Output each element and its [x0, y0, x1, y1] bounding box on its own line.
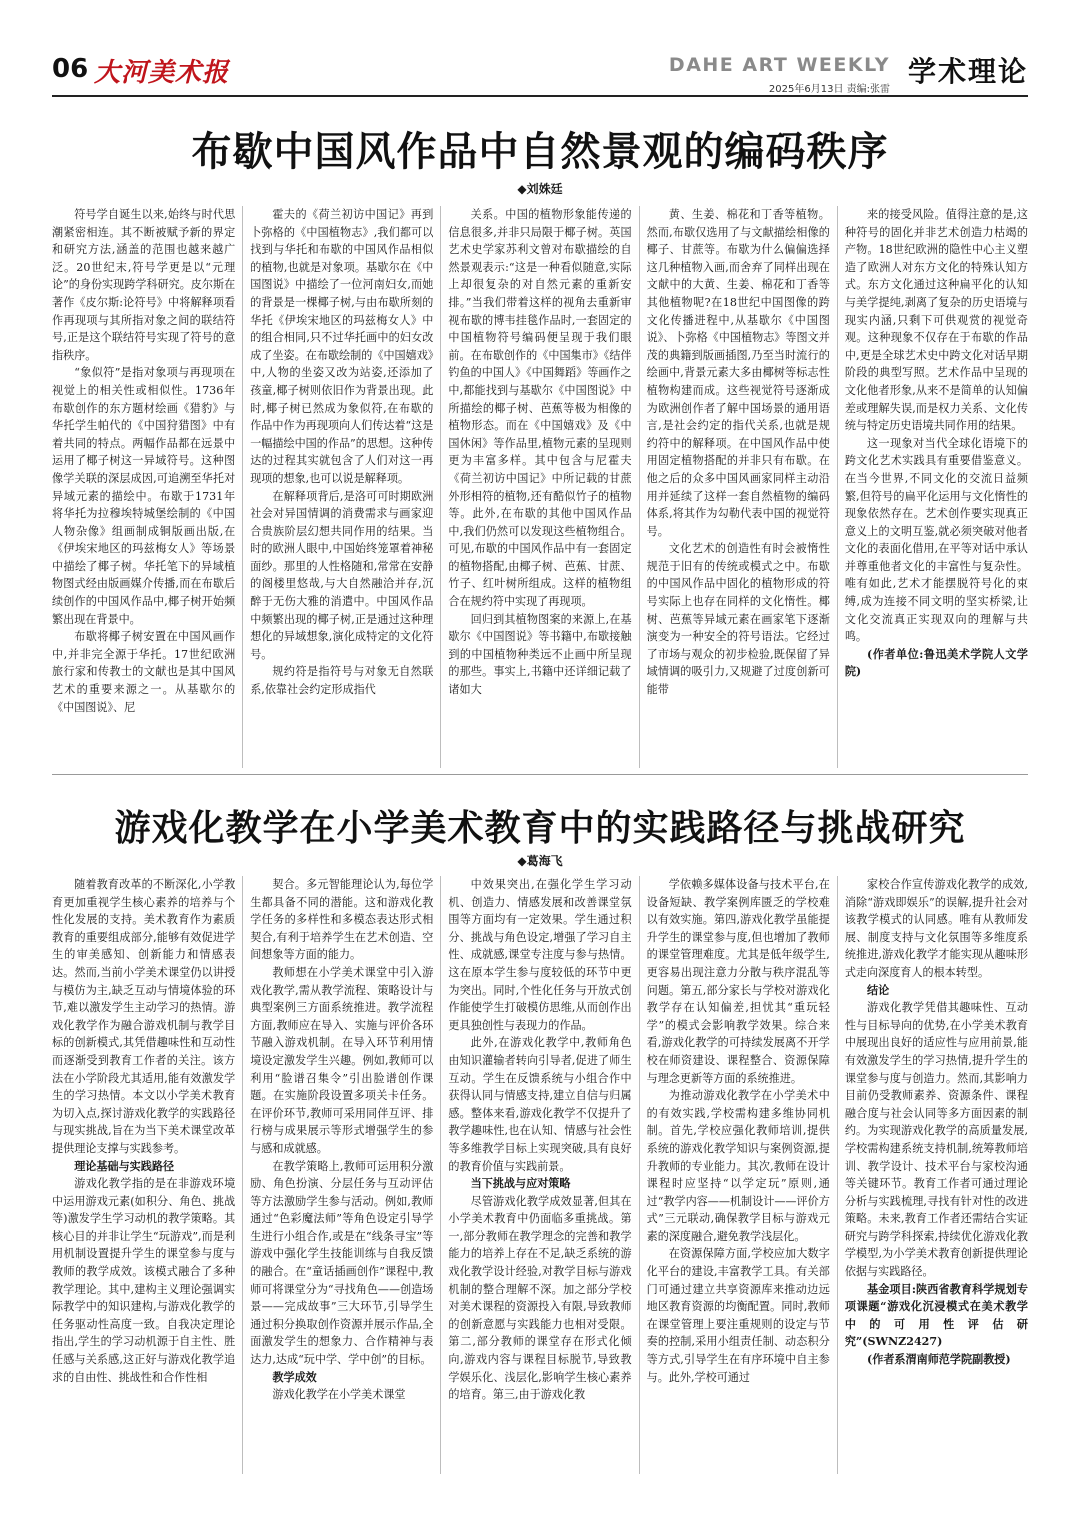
dateline: 2025年6月13日 责编:张雷: [768, 84, 890, 95]
paragraph: 游戏化教学在小学美术课堂: [272, 1388, 406, 1402]
paragraph: 基金项目:陕西省教育科学规划专项课题“游戏化沉浸模式在美术教学中的可用性评估研究”(SWNZ2427): [844, 1282, 1029, 1349]
paragraph: (作者单位:鲁迅美术学院人文学院): [844, 647, 1029, 679]
section-title: 学术理论: [907, 55, 1028, 88]
subheading: 当下挑战与应对策略: [470, 1177, 571, 1191]
paragraph: 回归到其植物图案的来源上,在基歇尔《中国图说》等书籍中,布歇接触到的中国植物种类远不止画中所呈现的那些。事实上,书籍中还详细记载了诸如大: [448, 612, 632, 697]
article2-body: [52, 876, 1028, 1474]
subheading: 结论: [867, 983, 890, 997]
text-column: [837, 876, 1028, 1474]
paragraph: 符号学自诞生以来,始终与时代思潮紧密相连。其不断被赋予新的界定和研究方法,涵盖的范围也越来越广泛。20世纪末,符号学更是以“元理论”的身份实现跨学科研究。皮尔斯在著作《皮尔斯:论符号》中将解释项看作再现项与其所指对象之间的联结符号,正是这个联结符号实现了符号的意指秩序。: [52, 208, 236, 362]
paragraph: 随着教育改革的不断深化,小学教育更加重视学生核心素养的培养与个性化发展的支持。美术教育作为素质教育的重要组成部分,能够有效促进学生的审美感知、创新能力和情感表达。然而,当前小学美术课堂仍以讲授与模仿为主,缺乏互动与情境体验的环节,难以激发学生主动学习的热情。游戏化教学作为融合游戏机制与教学目标的创新模式,其凭借趣味性和互动性而逐渐受到教育工作者的关注。该方法在小学阶段尤其适用,能有效激发学生的学习热情。本文以小学美术教育为切入点,探讨游戏化教学的实践路径与现实挑战,旨在为当下美术课堂改革提供理论支撑与实践参考。: [52, 878, 236, 1155]
text-column: [440, 206, 638, 768]
text-column: [52, 876, 242, 1474]
paragraph: 关系。中国的植物形象能传递的信息很多,并非只局限于椰子树。英国艺术史学家苏利文曾对布歇描绘的自然景观表示:“这是一种看似随意,实际上却很复杂的对自然元素的重新安排。”当我们带着这样的视角去重新审视布歇的博韦挂毯作品时,一套固定的中国植物符号编码便呈现于我们眼前。在布歇创作的《中国集市》《结伴钓鱼的中国人》《中国舞蹈》等画作之中,都能找到与基歇尔《中国图说》中所描绘的椰子树、芭蕉等极为相像的植物形态。而在《中国嬉戏》及《中国休闲》等作品里,植物元素的呈现则更为丰富多样。其中包含与尼霍夫《荷兰初访中国记》中所记载的甘蔗外形相符的植物,还有酷似竹子的植物等。此外,在布歇的其他中国风作品中,我们仍然可以发现这些植物组合。可见,布歇的中国风作品中有一套固定的植物搭配,由椰子树、芭蕉、甘蔗、竹子、红叶树所组成。这样的植物组合在规约符中实现了再现项。: [448, 208, 632, 609]
article1-title: 布歇中国风作品中自然景观的编码秩序: [191, 129, 889, 175]
paragraph: 学依赖多媒体设备与技术平台,在设备短缺、教学案例库匮乏的学校难以有效实施。第四,游戏化教学虽能提升学生的课堂参与度,但也增加了教师的课堂管理难度。尤其是低年级学生,更容易出现注意力分散与秩序混乱等问题。第五,部分家长与学校对游戏化教学存在认知偏差,担忧其“重玩轻学”的模式会影响教学效果。综合来看,游戏化教学的可持续发展离不开学校在师资建设、课程整合、资源保障与理念更新等方面的系统推进。: [646, 878, 830, 1085]
page-number: 06: [52, 54, 89, 84]
article1-byline: ◆刘姝廷: [517, 182, 563, 196]
paragraph: 中效果突出,在强化学生学习动机、创造力、情感发展和改善课堂氛围等方面均有一定效果。学生通过积分、挑战与角色设定,增强了学习自主性、成就感,课堂专注度与参与热情。这在原本学生参与度较低的环节中更为突出。同时,个性化任务与开放式创作能使学生打破模仿思维,从而创作出更具独创性与表现力的作品。: [448, 878, 632, 1032]
paragraph: 此外,在游戏化教学中,教师角色由知识灌输者转向引导者,促进了师生互动。学生在反馈系统与小组合作中获得认同与情感支持,建立自信与归属感。整体来看,游戏化教学不仅提升了教学趣味性,也在认知、情感与社会性等多维教学目标上实现突破,具有良好的教育价值与实践前景。: [448, 1036, 632, 1173]
page-header: [52, 48, 1028, 94]
subheading: 理论基础与实践路径: [74, 1159, 175, 1173]
paragraph: 尽管游戏化教学成效显著,但其在小学美术教育中仍面临多重挑战。第一,部分教师在教学理念的完善和教学能力的培养上存在不足,缺乏系统的游戏化教学设计经验,对教学目标与游戏机制的整合理解不深。加之部分学校对美术课程的资源投入有限,导致教师的创新意愿与实践能力也相对受限。第二,部分教师的课堂存在形式化倾向,游戏内容与课程目标脱节,导致教学娱乐化、浅层化,影响学生核心素养的培育。第三,由于游戏化教: [448, 1194, 632, 1402]
paragraph: 游戏化教学凭借其趣味性、互动性与目标导向的优势,在小学美术教育中展现出良好的适应性与应用前景,能有效激发学生的学习热情,提升学生的课堂参与度与创造力。然而,其影响力目前仍受教师素养、资源条件、课程融合度与社会认同等多方面因素的制约。为实现游戏化教学的高质量发展,学校需构建系统支持机制,统筹教师培训、教学设计、技术平台与家校沟通等关键环节。教育工作者可通过理论分析与实践梳理,寻找有针对性的改进策略。未来,教育工作者还需结合实证研究与跨学科探索,持续优化游戏化教学模型,为小学美术教育创新提供理论依据与实践路径。: [844, 1001, 1029, 1279]
article2-title: 游戏化教学在小学美术教育中的实践路径与挑战研究: [114, 808, 966, 849]
paragraph: “象似符”是指对象项与再现项在视觉上的相关性或相似性。1736年布歇创作的东方题材绘画《猎豹》与华托学生帕代的《中国狩猎图》中有着共同的特点。两幅作品都在远景中运用了椰子树这一异域符号。这种图像学关联的深层成因,可追溯至华托对异域元素的描绘中。布歇于1731年将华托为拉穆埃特城堡绘制的《中国人物杂像》组画制成铜版画出版,在《伊埃宋地区的玛兹梅女人》等场景中描绘了椰子树。华托笔下的异域植物图式经由版画媒介传播,而在布歇后续创作的中国风作品中,椰子树开始频繁出现在背景中。: [52, 366, 236, 626]
article-divider: [52, 774, 1028, 775]
text-column: [52, 206, 242, 768]
header-rule: [52, 95, 1028, 97]
paragraph: 规约符是指符号与对象无自然联系,依靠社会约定形成指代: [250, 665, 434, 697]
text-column: [639, 206, 837, 768]
paragraph: 为推动游戏化教学在小学美术中的有效实践,学校需构建多维协同机制。首先,学校应强化教师培训,提供系统的游戏化教学知识与案例资源,提升教师的专业能力。其次,教师在设计课程时应坚持“以学定玩”原则,通过“教学内容——机制设计——评价方式”三元联动,确保教学目标与游戏元素的深度融合,避免教学浅层化。: [646, 1089, 830, 1243]
subheading: 教学成效: [272, 1370, 317, 1384]
text-column: [639, 876, 837, 1474]
paragraph: 黄、生姜、棉花和丁香等植物。然而,布歇仅选用了与文献描绘相像的椰子、甘蔗等。布歇为什么偏偏选择这几种植物入画,而舍弃了同样出现在文献中的大黄、生姜、棉花和丁香等其他植物呢?在18世纪中国图像的跨文化传播进程中,从基歇尔《中国图说》、卜弥格《中国植物志》等图文并茂的典籍到版画插图,乃至当时流行的绘画中,背景元素大多由椰树等标志性植物构建而成。这些视觉符号逐渐成为欧洲创作者了解中国场景的通用语言,是社会约定的指代关系,也就是规约符中的解释项。在中国风作品中使用固定植物搭配的并非只有布歇。在他之后的众多中国风画家同样主动沿用并延续了这样一套自然植物的编码体系,将其作为勾勒代表中国的视觉符号。: [646, 208, 830, 538]
paragraph: 霍夫的《荷兰初访中国记》再到卜弥格的《中国植物志》,我们都可以找到与华托和布歇的中国风作品相似的植物,也就是对象项。基歇尔在《中国图说》中描绘了一位河南妇女,而她的背景是一棵椰子树,与由布歇所刻的华托《伊埃宋地区的玛兹梅女人》中的组合相同,只不过华托画中的妇女改成了坐姿。在布歇绘制的《中国嬉戏》中,人物的坐姿又改为站姿,还添加了孩童,椰子树则依旧作为背景出现。此时,椰子树已然成为象似符,在布歇的作品中作为再现项向人们传达着“这是一幅描绘中国的作品”的思想。这种传达的过程其实就包含了人们对这一再现项的想象,也可以说是解释项。: [250, 208, 434, 485]
paragraph: 教师想在小学美术课堂中引入游戏化教学,需从教学流程、策略设计与典型案例三方面系统推进。教学流程方面,教师应在导入、实施与评价各环节融入游戏机制。在导入环节利用情境设定激发学生兴趣。例如,教师可以利用“脸谱召集令”引出脸谱创作课题。在实施阶段设置多项关卡任务。在评价环节,教师可采用同伴互评、排行榜与成果展示等形式增强学生的参与感和成就感。: [250, 965, 434, 1155]
paragraph: 来的接受风险。值得注意的是,这种符号的固化并非艺术创造力枯竭的产物。18世纪欧洲的隐性中心主义塑造了欧洲人对东方文化的特殊认知方式。东方文化通过这种扁平化的认知与美学提纯,剥离了复杂的历史语境与现实内涵,只剩下可供观赏的视觉奇观。这种现象不仅存在于布歇的作品中,更是全球艺术史中跨文化对话早期阶段的典型写照。艺术作品中呈现的文化他者形象,从来不是简单的认知偏差或理解失误,而是权力关系、文化传统与特定历史语境共同作用的结果。: [844, 208, 1029, 433]
paragraph: 在教学策略上,教师可运用积分激励、角色扮演、分层任务与互动评估等方法激励学生参与活动。例如,教师通过“色彩魔法师”等角色设定引导学生进行小组合作,或是在“线条寻宝”等游戏中强化学生技能训练与自我反馈的融合。在“童话插画创作”课程中,教师可将课堂分为“寻找角色——创造场景——完成故事”三大环节,引导学生通过积分换取创作资源并展示作品,全面激发学生的想象力、合作精神与表达力,达成“玩中学、学中创”的目标。: [250, 1159, 434, 1367]
paragraph: 布歇将椰子树安置在中国风画作中,并非完全源于华托。17世纪欧洲旅行家和传教士的文献也是其中国风艺术的重要来源之一。从基歇尔的《中国图说》、尼: [52, 630, 236, 714]
newspaper-masthead: 大河美术报: [94, 58, 230, 88]
weekly-name: DAHE ART WEEKLY: [668, 54, 890, 76]
paragraph: 游戏化教学指的是在非游戏环境中运用游戏元素(如积分、角色、挑战等)激发学生学习动机的教学策略。其核心目的并非让学生“玩游戏”,而是利用机制设置提升学生的课堂参与度与教师的教学成效。该模式融合了多种教学理论。其中,建构主义理论强调实际教学中的知识建构,与游戏化教学的任务驱动性高度一致。自我决定理论指出,学生的学习动机源于自主性、胜任感与关系感,这正好与游戏化教学追求的自由性、挑战性和合作性相: [52, 1177, 236, 1384]
paragraph: 在资源保障方面,学校应加大数字化平台的建设,丰富教学工具。有关部门可通过建立共享资源库来推动边远地区教育资源的均衡配置。同时,教师在课堂管理上要注重规则的设定与节奏的控制,采用小组责任制、动态积分等方式,引导学生在有序环境中自主参与。此外,学校可通过: [646, 1247, 830, 1384]
paragraph: 在解释项背后,是洛可可时期欧洲社会对异国情调的消费需求与画家迎合贵族阶层幻想共同作用的结果。当时的欧洲人眼中,中国始终笼罩着神秘面纱。那里的人性格随和,常常在安静的阁楼里悠哉,与大自然融洽并存,沉醉于无伤大雅的消遣中。中国风作品中频繁出现的椰子树,正是通过这种理想化的异域想象,演化成特定的文化符号。: [250, 489, 434, 661]
text-column: [242, 206, 440, 768]
article2-byline: ◆葛海飞: [517, 854, 563, 868]
paragraph: 这一现象对当代全球化语境下的跨文化艺术实践具有重要借鉴意义。在当今世界,不同文化的交流日益频繁,但符号的扁平化运用与文化惰性的现象依然存在。艺术创作要实现真正意义上的文明互鉴,就必须突破对他者文化的表面化借用,在平等对话中承认并尊重他者文化的丰富性与复杂性。唯有如此,艺术才能摆脱符号化的束缚,成为连接不同文明的坚实桥梁,让文化交流真正实现双向的理解与共鸣。: [844, 436, 1029, 644]
text-column: [837, 206, 1028, 768]
paragraph: 文化艺术的创造性有时会被惰性规范于旧有的传统或模式之中。布歇的中国风作品中固化的植物形成的符号实际上也存在同样的文化惰性。椰树、芭蕉等异域元素在画家笔下逐渐演变为一种安全的符号语法。它经过了市场与观众的初步检验,既保留了异域情调的吸引力,又规避了过度创新可能带: [646, 542, 830, 697]
paragraph: (作者系渭南师范学院副教授): [867, 1353, 1011, 1367]
paragraph: 家校合作宣传游戏化教学的成效,消除“游戏即娱乐”的误解,提升社会对该教学模式的认同感。唯有从教师发展、制度支持与文化氛围等多维度系统推进,游戏化教学才能实现从趣味形式走向深度育人的根本转型。: [844, 878, 1029, 979]
article1-body: [52, 206, 1028, 768]
paragraph: 契合。多元智能理论认为,每位学生都具备不同的潜能。这和游戏化教学任务的多样性和多模态表达形式相契合,有利于培养学生在艺术创造、空间想象等方面的能力。: [250, 878, 434, 962]
text-column: [440, 876, 638, 1474]
text-column: [242, 876, 440, 1474]
